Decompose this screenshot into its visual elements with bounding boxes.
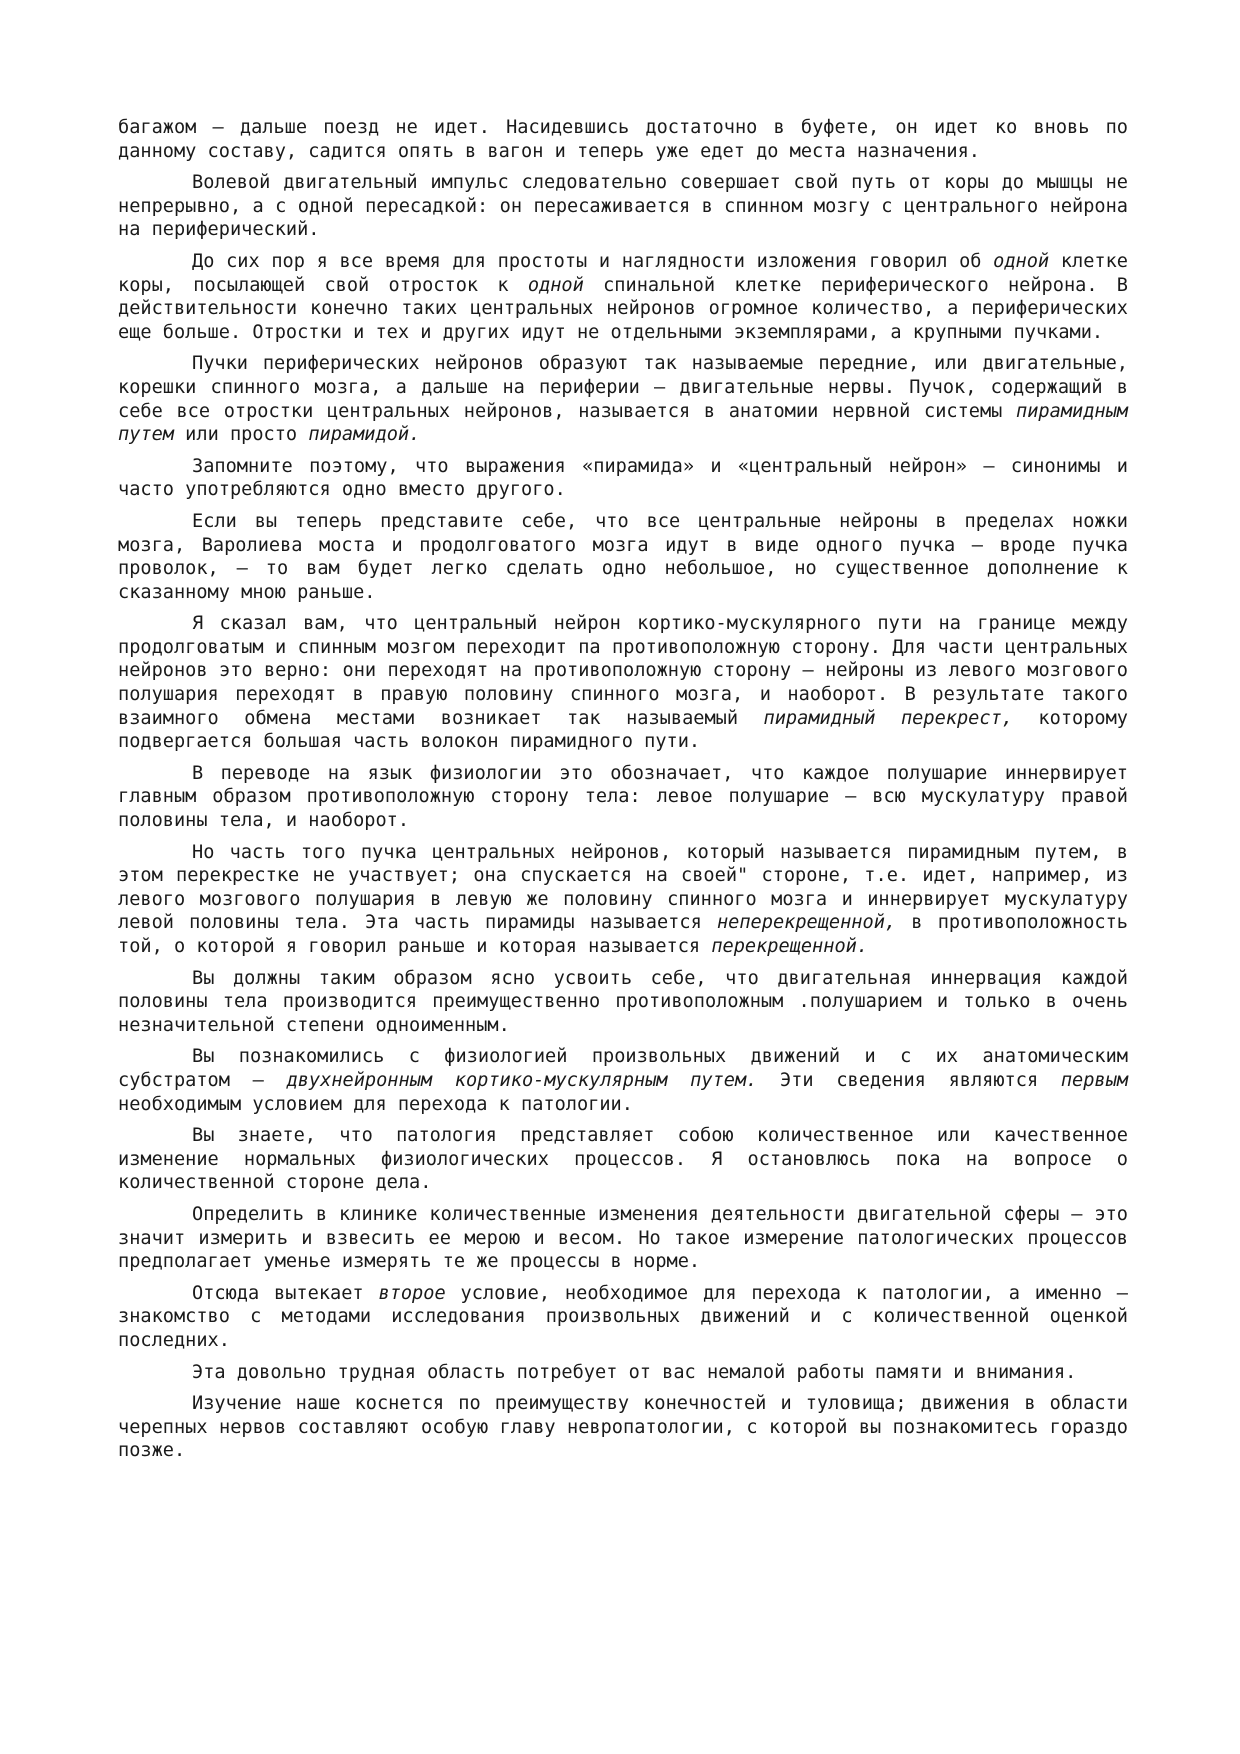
text-run: До сих пор я все время для простоты и наглядности изложения говорил об xyxy=(192,250,994,272)
text-run: Вы познакомились с физиологией произвольных движений и с их анатомическим субстратом — xyxy=(118,1046,1128,1091)
text-run: Эти сведения являются xyxy=(757,1069,1061,1091)
italic-term: пирамидой. xyxy=(308,424,421,446)
paragraph xyxy=(118,1045,1128,1116)
paragraph xyxy=(118,1124,1128,1195)
italic-term: второе xyxy=(378,1282,446,1304)
document-page xyxy=(118,116,1128,1471)
text-run: Изучение наше коснется по преимуществу конечностей и туловища; движения в области черепных нервов составляют особую главу невропатологии, с которой вы познакомитесь гораздо позже. xyxy=(118,1393,1128,1462)
text-run: Запомните поэтому, что выражения «пирамида» и «центральный нейрон» — синонимы и часто употребляются одно вместо другого. xyxy=(118,455,1128,501)
text-run: Вы знаете, что патология представляет собою количественное или качественное изменение нормальных физиологических процессов. Я остановлюсь пока на вопросе о количественной стороне дела. xyxy=(118,1125,1128,1194)
text-run: Волевой двигательный импульс следовательно совершает свой путь от коры до мышцы не непрерывно, а с одной пересадкой: он пересаживается в спинном мозгу с центрального нейрона на периферический. xyxy=(118,172,1128,241)
paragraph xyxy=(118,1282,1128,1353)
text-run: условие, необходимое для перехода к патологии, а именно — знакомство с методами исследования произвольных движений и с количественной оценкой последних. xyxy=(118,1282,1128,1351)
italic-term: пирамидный перекрест, xyxy=(763,707,1013,729)
paragraph xyxy=(118,116,1128,163)
text-run: в противоположность той, о которой я говорил раньше и которая называется xyxy=(118,912,1128,957)
italic-term: одной xyxy=(527,274,584,296)
text-run: Определить в клинике количественные изменения деятельности двигательной сферы — это значит измерить и взвесить ее мерою и весом. Но такое измерение патологических процессов предполагает уменье измерять те же процессы в норме. xyxy=(118,1203,1128,1273)
paragraph xyxy=(118,250,1128,344)
paragraph xyxy=(118,1203,1128,1274)
paragraph xyxy=(118,762,1128,833)
text-run: багажом — дальше поезд не идет. Насидевшись достаточно в буфете, он идет ко вновь по данному составу, садится опять в вагон и теперь уже едет до места назначения. xyxy=(118,117,1128,162)
text-run: клетке коры, посылающей свой отросток к xyxy=(118,250,1128,296)
text-run: Я сказал вам, что центральный нейрон кортико-мускулярного пути на границе между продолговатым и спинным мозгом переходит па противоположную сторону. Для части центральных нейронов это верно: они переходят на противоположную сторону — нейроны из левого мозгового полушария переходят в правую половину спинного мозга, и наоборот. В результате такого взаимного обмена местами возникает так называемый xyxy=(118,613,1128,729)
text-run: В переводе на язык физиологии это обозначает, что каждое полушарие иннервирует главным образом противоположную сторону тела: левое полушарие — всю мускулатуру правой половины тела, и наоборот. xyxy=(118,762,1128,832)
text-run: спинальной клетке периферического нейрона. В действительности конечно таких центральных нейронов огромное количество, а периферических еще больше. Отростки и тех и других идут не отдельными экземплярами, а крупными пучками. xyxy=(118,274,1128,343)
paragraph xyxy=(118,510,1128,604)
italic-term: перекрещенной. xyxy=(711,936,869,957)
text-run: которому подвергается большая часть волокон пирамидного пути. xyxy=(118,707,1128,753)
paragraph xyxy=(118,1361,1128,1385)
italic-term: пирамидным путем xyxy=(118,400,1128,446)
paragraph xyxy=(118,612,1128,754)
text-run: Если вы теперь представите себе, что все центральные нейроны в пределах ножки мозга, Варолиева моста и продолговатого мозга идут в виде одного пучка — вроде пучка проволок, — то вам будет легко сделать одно небольшое, но существенное дополнение к сказанному мною раньше. xyxy=(118,510,1128,603)
italic-term: одной xyxy=(993,250,1050,272)
text-run: Но часть того пучка центральных нейронов, который называется пирамидным путем, в этом перекрестке не участвует; она спускается на своей" стороне, т.е. идет, например, из левого мозгового полушария в левую же половину спинного мозга и иннервирует мускулатуру левой половины тела. Эта часть пирамиды называется xyxy=(118,841,1128,934)
text-run: Пучки периферических нейронов образуют так называемые передние, или двигательные, корешки спинного мозга, а дальше на периферии — двигательные нервы. Пучок, содержащий в себе все отростки центральных нейронов, называется в анатомии нервной системы xyxy=(118,353,1128,422)
paragraph xyxy=(118,1392,1128,1463)
text-run: Отсюда вытекает xyxy=(192,1282,379,1304)
italic-term: первым xyxy=(1060,1069,1129,1091)
paragraph xyxy=(118,841,1128,959)
text-run: Вы должны таким образом ясно усвоить себе, что двигательная иннервация каждой половины тела производится преимущественно противоположным .полушарием и только в очень незначительной степени одноименным. xyxy=(118,967,1128,1036)
text-run: необходимым условием для перехода к патологии. xyxy=(118,1093,633,1115)
text-run: или просто xyxy=(173,424,309,446)
paragraph xyxy=(118,352,1128,446)
text-run: Эта довольно трудная область потребует от вас немалой работы памяти и внимания. xyxy=(192,1361,1077,1383)
paragraph xyxy=(118,455,1128,502)
paragraph xyxy=(118,967,1128,1038)
italic-term: двухнейронным кортико-мускулярным путем. xyxy=(286,1069,758,1091)
italic-term: неперекрещенной, xyxy=(716,912,897,934)
paragraph xyxy=(118,171,1128,242)
